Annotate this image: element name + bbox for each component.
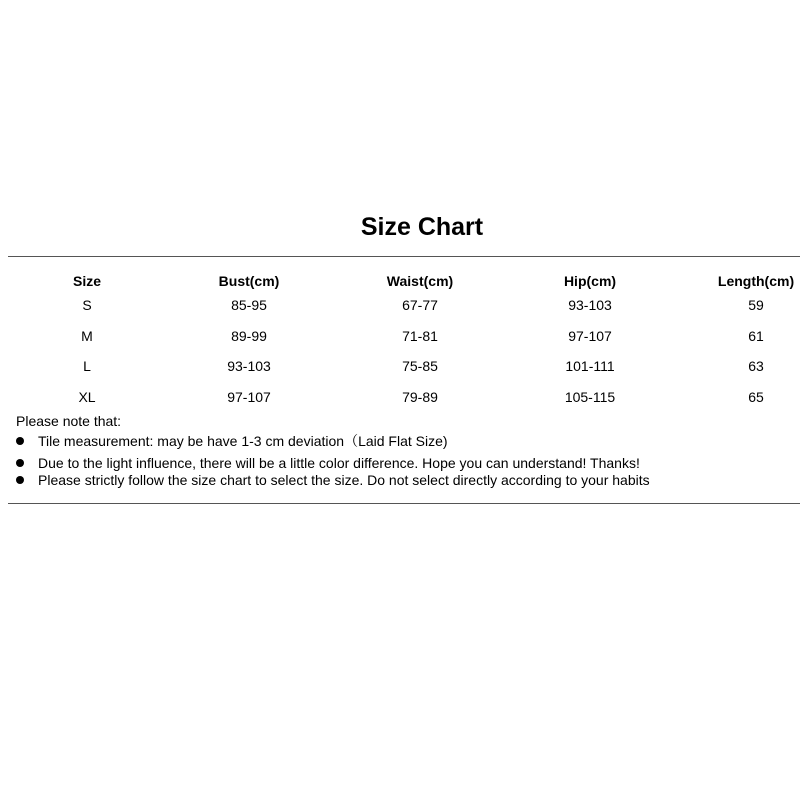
cell-size: XL [78, 388, 96, 405]
header-size: Size [72, 273, 102, 289]
cell-length: 59 [748, 297, 764, 313]
cell-waist: 67-77 [402, 297, 438, 313]
header-waist: Waist(cm) [386, 273, 454, 289]
cell-bust: 97-107 [227, 388, 271, 405]
cell-bust: 93-103 [227, 358, 271, 375]
notes-heading: Please note that: [16, 413, 122, 429]
cell-waist: 75-85 [402, 358, 438, 375]
table-row [0, 324, 800, 355]
table-header-row [0, 269, 800, 293]
header-length: Length(cm) [717, 273, 795, 289]
page-title: Size Chart [360, 213, 484, 241]
note-item [16, 454, 796, 471]
bullet-icon [16, 459, 24, 467]
cell-length: 61 [748, 327, 764, 344]
bullet-icon [16, 476, 24, 484]
note-item [16, 432, 796, 453]
cell-size: S [82, 297, 92, 313]
note-item [16, 471, 796, 489]
cell-length: 63 [748, 358, 764, 375]
table-row [0, 293, 800, 324]
bottom-divider [8, 503, 800, 504]
note-text: Please strictly follow the size chart to select the size. Do not select directly according to your habits [38, 472, 650, 488]
cell-size: L [83, 358, 91, 375]
cell-waist: 79-89 [402, 388, 438, 405]
note-text: Tile measurement: may be have 1-3 cm deviation（Laid Flat Size) [38, 433, 448, 449]
cell-waist: 71-81 [402, 327, 438, 344]
cell-hip: 101-111 [565, 358, 615, 375]
table-row [0, 354, 800, 385]
size-table [0, 269, 800, 415]
header-hip: Hip(cm) [563, 273, 617, 289]
bullet-icon [16, 437, 24, 445]
cell-hip: 97-107 [568, 327, 612, 344]
cell-size: M [81, 327, 93, 344]
cell-bust: 85-95 [231, 297, 267, 313]
cell-bust: 89-99 [231, 327, 267, 344]
header-bust: Bust(cm) [218, 273, 280, 289]
cell-hip: 105-115 [564, 388, 616, 405]
cell-hip: 93-103 [568, 297, 612, 313]
notes-section [16, 411, 796, 489]
cell-length: 65 [748, 388, 764, 405]
note-text: Due to the light influence, there will be a little color difference. Hope you can understand! Thanks! [38, 455, 640, 471]
top-divider [8, 256, 800, 257]
